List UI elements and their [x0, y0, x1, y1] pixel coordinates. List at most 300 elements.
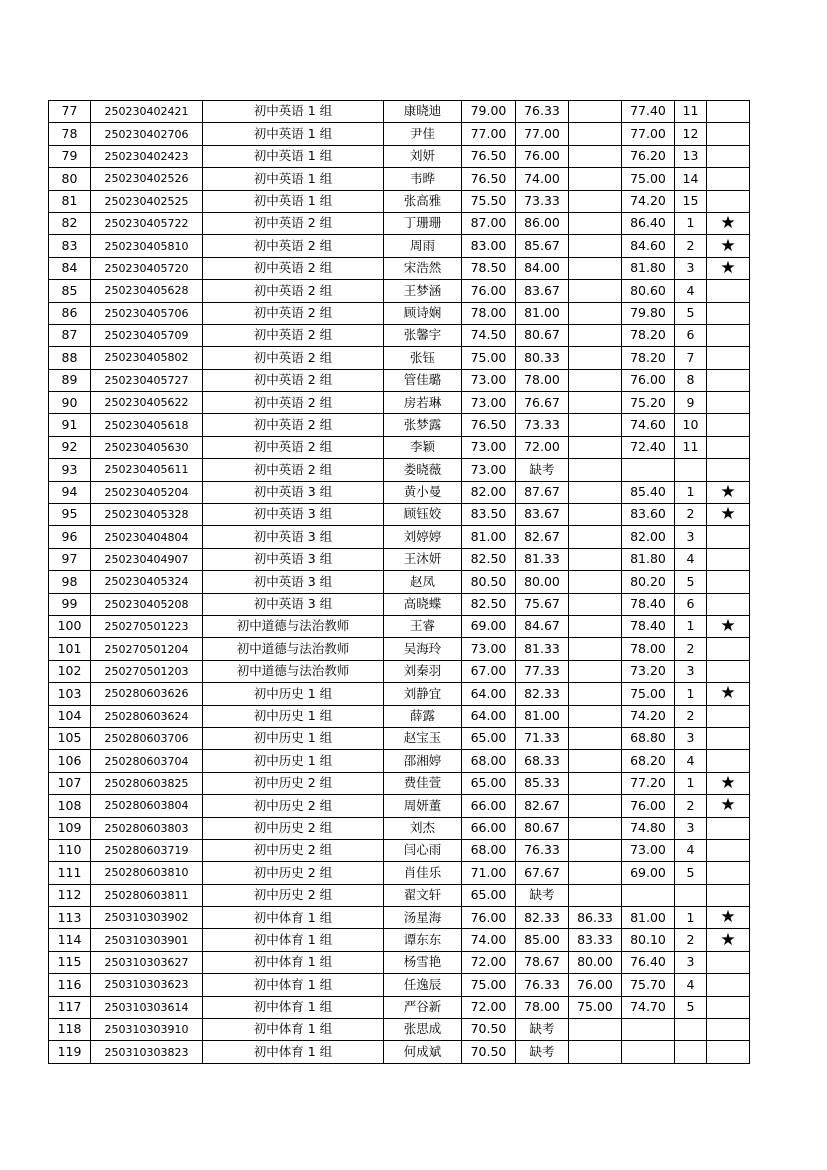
total-score-cell: 85.40 — [622, 481, 675, 503]
selected-mark-cell — [707, 190, 750, 212]
table-row — [49, 123, 750, 145]
skill-score-cell: 76.00 — [569, 974, 622, 996]
written-score-cell: 78.50 — [462, 257, 516, 279]
written-score-cell: 74.00 — [462, 929, 516, 951]
name-cell: 刘秦羽 — [384, 660, 462, 682]
rank-cell — [675, 1041, 707, 1063]
table-row — [49, 660, 750, 682]
rank-cell: 2 — [675, 705, 707, 727]
skill-score-cell — [569, 526, 622, 548]
selected-mark-cell: ★ — [707, 795, 750, 817]
position-cell: 初中英语 1 组 — [203, 123, 384, 145]
written-score-cell: 72.00 — [462, 951, 516, 973]
rank-cell: 9 — [675, 392, 707, 414]
skill-score-cell — [569, 615, 622, 637]
position-cell: 初中体育 1 组 — [203, 996, 384, 1018]
position-cell: 初中英语 2 组 — [203, 257, 384, 279]
interview-score-cell: 80.67 — [516, 324, 569, 346]
skill-score-cell — [569, 727, 622, 749]
name-cell: 肖佳乐 — [384, 862, 462, 884]
seq-cell: 86 — [49, 302, 91, 324]
written-score-cell: 78.00 — [462, 302, 516, 324]
rank-cell: 5 — [675, 996, 707, 1018]
seq-cell: 107 — [49, 772, 91, 794]
exam-id-cell: 250310303627 — [91, 951, 203, 973]
selected-mark-cell — [707, 817, 750, 839]
name-cell: 房若琳 — [384, 392, 462, 414]
interview-score-cell: 71.33 — [516, 727, 569, 749]
interview-score-cell: 81.33 — [516, 638, 569, 660]
skill-score-cell: 80.00 — [569, 951, 622, 973]
skill-score-cell: 83.33 — [569, 929, 622, 951]
seq-cell: 118 — [49, 1019, 91, 1041]
interview-score-cell: 76.33 — [516, 839, 569, 861]
written-score-cell: 77.00 — [462, 123, 516, 145]
rank-cell: 12 — [675, 123, 707, 145]
name-cell: 韦晔 — [384, 168, 462, 190]
rank-cell: 5 — [675, 862, 707, 884]
exam-id-cell: 250230405810 — [91, 235, 203, 257]
total-score-cell: 74.80 — [622, 817, 675, 839]
total-score-cell: 76.00 — [622, 795, 675, 817]
skill-score-cell — [569, 369, 622, 391]
name-cell: 薛露 — [384, 705, 462, 727]
seq-cell: 88 — [49, 347, 91, 369]
position-cell: 初中英语 3 组 — [203, 548, 384, 570]
position-cell: 初中英语 2 组 — [203, 280, 384, 302]
exam-id-cell: 250230402706 — [91, 123, 203, 145]
selected-mark-cell — [707, 280, 750, 302]
interview-score-cell: 81.33 — [516, 548, 569, 570]
skill-score-cell — [569, 862, 622, 884]
interview-score-cell: 87.67 — [516, 481, 569, 503]
name-cell: 费佳萱 — [384, 772, 462, 794]
written-score-cell: 73.00 — [462, 459, 516, 481]
seq-cell: 111 — [49, 862, 91, 884]
selected-mark-cell — [707, 839, 750, 861]
interview-score-cell: 73.33 — [516, 190, 569, 212]
seq-cell: 100 — [49, 615, 91, 637]
exam-id-cell: 250280603719 — [91, 839, 203, 861]
seq-cell: 117 — [49, 996, 91, 1018]
seq-cell: 79 — [49, 145, 91, 167]
skill-score-cell — [569, 750, 622, 772]
interview-score-cell: 80.00 — [516, 571, 569, 593]
selected-mark-cell — [707, 727, 750, 749]
exam-id-cell: 250230405720 — [91, 257, 203, 279]
seq-cell: 84 — [49, 257, 91, 279]
selected-mark-cell — [707, 750, 750, 772]
total-score-cell: 68.20 — [622, 750, 675, 772]
rank-cell: 2 — [675, 235, 707, 257]
position-cell: 初中道德与法治教师 — [203, 615, 384, 637]
score-table — [48, 100, 750, 1064]
selected-mark-cell — [707, 459, 750, 481]
name-cell: 刘杰 — [384, 817, 462, 839]
written-score-cell: 73.00 — [462, 638, 516, 660]
skill-score-cell — [569, 571, 622, 593]
name-cell: 宋浩然 — [384, 257, 462, 279]
rank-cell — [675, 884, 707, 906]
rank-cell: 2 — [675, 638, 707, 660]
position-cell: 初中体育 1 组 — [203, 1019, 384, 1041]
selected-mark-cell: ★ — [707, 481, 750, 503]
rank-cell: 4 — [675, 548, 707, 570]
table-row — [49, 280, 750, 302]
seq-cell: 103 — [49, 683, 91, 705]
table-row — [49, 593, 750, 615]
table-row — [49, 481, 750, 503]
total-score-cell: 75.00 — [622, 683, 675, 705]
total-score-cell: 81.80 — [622, 548, 675, 570]
seq-cell: 91 — [49, 414, 91, 436]
position-cell: 初中英语 2 组 — [203, 392, 384, 414]
table-row — [49, 459, 750, 481]
exam-id-cell: 250310303823 — [91, 1041, 203, 1063]
total-score-cell: 69.00 — [622, 862, 675, 884]
total-score-cell: 78.00 — [622, 638, 675, 660]
table-row — [49, 257, 750, 279]
total-score-cell: 79.80 — [622, 302, 675, 324]
position-cell: 初中历史 2 组 — [203, 795, 384, 817]
interview-score-cell: 缺考 — [516, 1019, 569, 1041]
skill-score-cell — [569, 212, 622, 234]
selected-mark-cell: ★ — [707, 504, 750, 526]
name-cell: 周雨 — [384, 235, 462, 257]
skill-score-cell — [569, 347, 622, 369]
position-cell: 初中英语 2 组 — [203, 347, 384, 369]
table-row — [49, 369, 750, 391]
table-row — [49, 212, 750, 234]
name-cell: 丁珊珊 — [384, 212, 462, 234]
table-row — [49, 548, 750, 570]
name-cell: 任逸辰 — [384, 974, 462, 996]
rank-cell: 6 — [675, 593, 707, 615]
total-score-cell: 74.20 — [622, 705, 675, 727]
name-cell: 赵宝玉 — [384, 727, 462, 749]
skill-score-cell — [569, 1019, 622, 1041]
name-cell: 王沐妍 — [384, 548, 462, 570]
exam-id-cell: 250230405208 — [91, 593, 203, 615]
skill-score-cell — [569, 190, 622, 212]
skill-score-cell — [569, 839, 622, 861]
name-cell: 尹佳 — [384, 123, 462, 145]
exam-id-cell: 250230404907 — [91, 548, 203, 570]
interview-score-cell: 78.00 — [516, 996, 569, 1018]
skill-score-cell — [569, 101, 622, 123]
rank-cell: 1 — [675, 683, 707, 705]
interview-score-cell: 81.00 — [516, 705, 569, 727]
seq-cell: 87 — [49, 324, 91, 346]
position-cell: 初中道德与法治教师 — [203, 660, 384, 682]
position-cell: 初中英语 1 组 — [203, 145, 384, 167]
skill-score-cell — [569, 884, 622, 906]
exam-id-cell: 250230402423 — [91, 145, 203, 167]
name-cell: 张梦露 — [384, 414, 462, 436]
position-cell: 初中英语 3 组 — [203, 593, 384, 615]
name-cell: 杨雪艳 — [384, 951, 462, 973]
position-cell: 初中英语 2 组 — [203, 212, 384, 234]
seq-cell: 102 — [49, 660, 91, 682]
exam-id-cell: 250230405722 — [91, 212, 203, 234]
seq-cell: 119 — [49, 1041, 91, 1063]
written-score-cell: 80.50 — [462, 571, 516, 593]
interview-score-cell: 缺考 — [516, 1041, 569, 1063]
table-row — [49, 235, 750, 257]
position-cell: 初中英语 2 组 — [203, 302, 384, 324]
interview-score-cell: 缺考 — [516, 884, 569, 906]
table-row — [49, 839, 750, 861]
rank-cell: 1 — [675, 481, 707, 503]
name-cell: 周妍董 — [384, 795, 462, 817]
written-score-cell: 65.00 — [462, 727, 516, 749]
total-score-cell: 72.40 — [622, 436, 675, 458]
seq-cell: 78 — [49, 123, 91, 145]
table-row — [49, 817, 750, 839]
interview-score-cell: 82.33 — [516, 907, 569, 929]
written-score-cell: 82.50 — [462, 593, 516, 615]
table-row — [49, 526, 750, 548]
exam-id-cell: 250230405706 — [91, 302, 203, 324]
name-cell: 张思成 — [384, 1019, 462, 1041]
seq-cell: 85 — [49, 280, 91, 302]
selected-mark-cell — [707, 369, 750, 391]
written-score-cell: 71.00 — [462, 862, 516, 884]
rank-cell: 11 — [675, 101, 707, 123]
written-score-cell: 73.00 — [462, 369, 516, 391]
total-score-cell: 76.20 — [622, 145, 675, 167]
skill-score-cell — [569, 302, 622, 324]
interview-score-cell: 72.00 — [516, 436, 569, 458]
table-row — [49, 190, 750, 212]
skill-score-cell — [569, 123, 622, 145]
table-row — [49, 862, 750, 884]
rank-cell: 13 — [675, 145, 707, 167]
interview-score-cell: 80.67 — [516, 817, 569, 839]
rank-cell: 4 — [675, 839, 707, 861]
skill-score-cell — [569, 638, 622, 660]
total-score-cell: 73.20 — [622, 660, 675, 682]
name-cell: 吴海玲 — [384, 638, 462, 660]
table-row — [49, 705, 750, 727]
position-cell: 初中体育 1 组 — [203, 951, 384, 973]
position-cell: 初中体育 1 组 — [203, 974, 384, 996]
interview-score-cell: 76.67 — [516, 392, 569, 414]
selected-mark-cell — [707, 593, 750, 615]
written-score-cell: 68.00 — [462, 750, 516, 772]
table-row — [49, 996, 750, 1018]
total-score-cell — [622, 1041, 675, 1063]
name-cell: 王梦涵 — [384, 280, 462, 302]
selected-mark-cell — [707, 347, 750, 369]
exam-id-cell: 250310303623 — [91, 974, 203, 996]
position-cell: 初中英语 2 组 — [203, 235, 384, 257]
written-score-cell: 81.00 — [462, 526, 516, 548]
interview-score-cell: 67.67 — [516, 862, 569, 884]
rank-cell: 15 — [675, 190, 707, 212]
table-row — [49, 884, 750, 906]
position-cell: 初中英语 2 组 — [203, 369, 384, 391]
exam-id-cell: 250270501204 — [91, 638, 203, 660]
score-table-body — [49, 101, 750, 1064]
table-row — [49, 772, 750, 794]
table-row — [49, 504, 750, 526]
total-score-cell: 76.40 — [622, 951, 675, 973]
rank-cell: 14 — [675, 168, 707, 190]
table-row — [49, 929, 750, 951]
position-cell: 初中英语 3 组 — [203, 504, 384, 526]
exam-id-cell: 250310303902 — [91, 907, 203, 929]
exam-id-cell: 250230405802 — [91, 347, 203, 369]
seq-cell: 92 — [49, 436, 91, 458]
total-score-cell: 77.20 — [622, 772, 675, 794]
selected-mark-cell — [707, 705, 750, 727]
seq-cell: 116 — [49, 974, 91, 996]
position-cell: 初中道德与法治教师 — [203, 638, 384, 660]
skill-score-cell — [569, 392, 622, 414]
selected-mark-cell — [707, 392, 750, 414]
selected-mark-cell — [707, 996, 750, 1018]
table-row — [49, 907, 750, 929]
rank-cell: 1 — [675, 212, 707, 234]
exam-id-cell: 250280603810 — [91, 862, 203, 884]
exam-id-cell: 250230402525 — [91, 190, 203, 212]
skill-score-cell — [569, 705, 622, 727]
interview-score-cell: 82.67 — [516, 526, 569, 548]
name-cell: 顾诗娴 — [384, 302, 462, 324]
exam-id-cell: 250230405204 — [91, 481, 203, 503]
exam-id-cell: 250230405611 — [91, 459, 203, 481]
interview-score-cell: 74.00 — [516, 168, 569, 190]
skill-score-cell — [569, 280, 622, 302]
rank-cell: 3 — [675, 951, 707, 973]
table-row — [49, 750, 750, 772]
position-cell: 初中历史 2 组 — [203, 862, 384, 884]
written-score-cell: 82.00 — [462, 481, 516, 503]
exam-id-cell: 250270501203 — [91, 660, 203, 682]
position-cell: 初中历史 1 组 — [203, 705, 384, 727]
rank-cell: 1 — [675, 907, 707, 929]
written-score-cell: 76.00 — [462, 280, 516, 302]
name-cell: 谭东东 — [384, 929, 462, 951]
total-score-cell: 75.20 — [622, 392, 675, 414]
written-score-cell: 70.50 — [462, 1019, 516, 1041]
selected-mark-cell: ★ — [707, 257, 750, 279]
selected-mark-cell — [707, 145, 750, 167]
selected-mark-cell — [707, 1041, 750, 1063]
position-cell: 初中历史 2 组 — [203, 772, 384, 794]
exam-id-cell: 250280603803 — [91, 817, 203, 839]
written-score-cell: 65.00 — [462, 772, 516, 794]
selected-mark-cell — [707, 660, 750, 682]
position-cell: 初中英语 3 组 — [203, 571, 384, 593]
seq-cell: 82 — [49, 212, 91, 234]
seq-cell: 94 — [49, 481, 91, 503]
total-score-cell: 81.80 — [622, 257, 675, 279]
exam-id-cell: 250230405328 — [91, 504, 203, 526]
rank-cell: 1 — [675, 772, 707, 794]
table-row — [49, 571, 750, 593]
written-score-cell: 64.00 — [462, 705, 516, 727]
name-cell: 康晓迪 — [384, 101, 462, 123]
exam-id-cell: 250230402421 — [91, 101, 203, 123]
name-cell: 张钰 — [384, 347, 462, 369]
total-score-cell — [622, 1019, 675, 1041]
exam-id-cell: 250310303614 — [91, 996, 203, 1018]
total-score-cell: 80.60 — [622, 280, 675, 302]
position-cell: 初中历史 2 组 — [203, 839, 384, 861]
table-row — [49, 1019, 750, 1041]
written-score-cell: 74.50 — [462, 324, 516, 346]
seq-cell: 106 — [49, 750, 91, 772]
total-score-cell: 83.60 — [622, 504, 675, 526]
interview-score-cell: 86.00 — [516, 212, 569, 234]
interview-score-cell: 82.33 — [516, 683, 569, 705]
rank-cell: 2 — [675, 504, 707, 526]
interview-score-cell: 85.00 — [516, 929, 569, 951]
selected-mark-cell: ★ — [707, 907, 750, 929]
name-cell: 管佳璐 — [384, 369, 462, 391]
position-cell: 初中历史 2 组 — [203, 817, 384, 839]
interview-score-cell: 83.67 — [516, 280, 569, 302]
written-score-cell: 66.00 — [462, 817, 516, 839]
table-row — [49, 638, 750, 660]
rank-cell: 10 — [675, 414, 707, 436]
skill-score-cell — [569, 459, 622, 481]
rank-cell: 4 — [675, 280, 707, 302]
interview-score-cell: 75.67 — [516, 593, 569, 615]
rank-cell: 3 — [675, 660, 707, 682]
total-score-cell: 86.40 — [622, 212, 675, 234]
seq-cell: 104 — [49, 705, 91, 727]
rank-cell: 5 — [675, 302, 707, 324]
name-cell: 王睿 — [384, 615, 462, 637]
written-score-cell: 67.00 — [462, 660, 516, 682]
interview-score-cell: 76.33 — [516, 974, 569, 996]
written-score-cell: 70.50 — [462, 1041, 516, 1063]
rank-cell: 3 — [675, 257, 707, 279]
exam-id-cell: 250280603804 — [91, 795, 203, 817]
exam-id-cell: 250230405727 — [91, 369, 203, 391]
written-score-cell: 69.00 — [462, 615, 516, 637]
table-row — [49, 347, 750, 369]
skill-score-cell — [569, 324, 622, 346]
position-cell: 初中英语 3 组 — [203, 481, 384, 503]
total-score-cell: 74.60 — [622, 414, 675, 436]
written-score-cell: 76.50 — [462, 414, 516, 436]
selected-mark-cell — [707, 951, 750, 973]
exam-id-cell: 250280603825 — [91, 772, 203, 794]
rank-cell: 5 — [675, 571, 707, 593]
total-score-cell: 74.70 — [622, 996, 675, 1018]
interview-score-cell: 81.00 — [516, 302, 569, 324]
skill-score-cell — [569, 772, 622, 794]
total-score-cell: 75.00 — [622, 168, 675, 190]
seq-cell: 105 — [49, 727, 91, 749]
seq-cell: 97 — [49, 548, 91, 570]
written-score-cell: 75.00 — [462, 347, 516, 369]
selected-mark-cell — [707, 571, 750, 593]
rank-cell: 4 — [675, 974, 707, 996]
skill-score-cell — [569, 145, 622, 167]
name-cell: 何成斌 — [384, 1041, 462, 1063]
rank-cell: 3 — [675, 526, 707, 548]
seq-cell: 81 — [49, 190, 91, 212]
written-score-cell: 87.00 — [462, 212, 516, 234]
written-score-cell: 76.00 — [462, 907, 516, 929]
rank-cell: 3 — [675, 817, 707, 839]
total-score-cell: 84.60 — [622, 235, 675, 257]
